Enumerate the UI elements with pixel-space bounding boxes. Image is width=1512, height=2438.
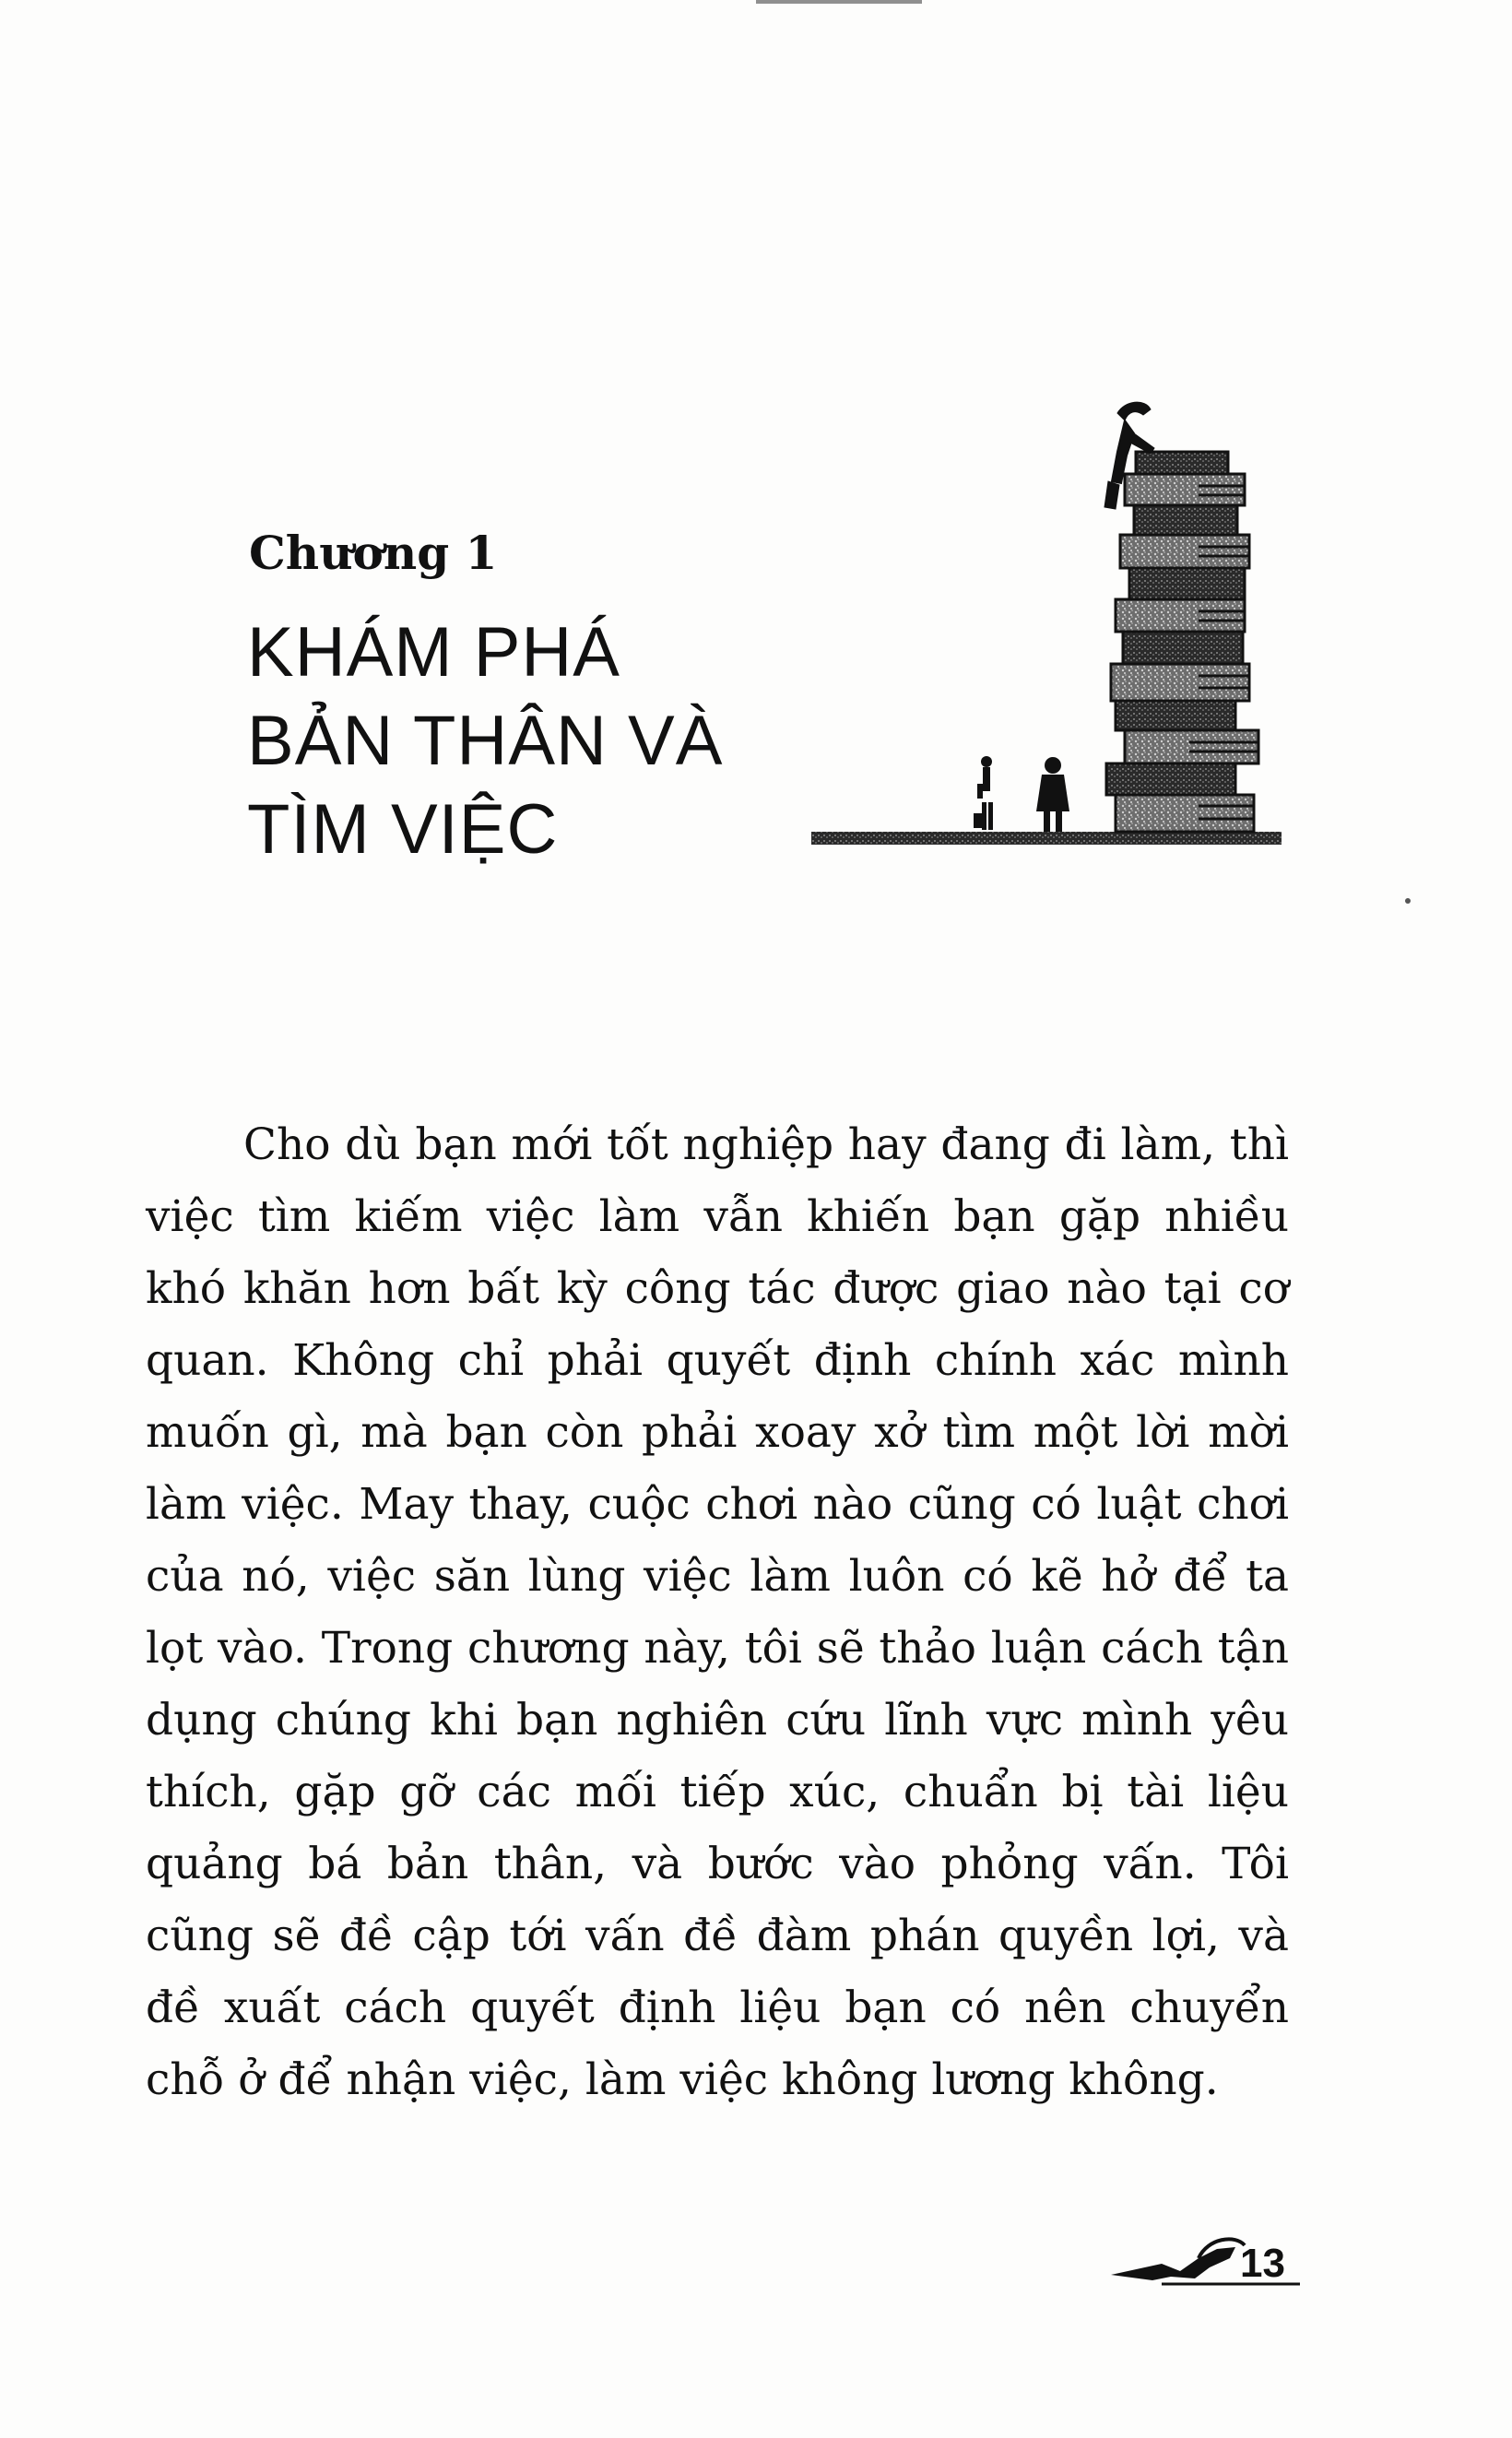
body-paragraph: Cho dù bạn mới tốt nghiệp hay đang đi làm, thì việc tìm kiếm việc làm vẫn khiến bạn gặp nhiều khó khăn hơn bất kỳ công tác được giao nào tại cơ quan. Không chỉ phải quyết định chính xác mình muốn gì, mà bạn còn phải xoay xở tìm một lời mời làm việc. May thay, cuộc chơi nào cũng có luật chơi của nó, việc săn lùng việc làm luôn có kẽ hở để ta lọt vào. Trong chương này, tôi sẽ thảo luận cách tận dụng chúng khi bạn nghiên cứu lĩnh vực mình yêu thích, gặp gỡ các mối tiếp xúc, chuẩn bị tài liệu quảng bá bản thân, và bước vào phỏng vấn. Tôi cũng sẽ đề cập tới vấn đề đàm phán quyền lợi, và đề xuất cách quyết định liệu bạn có nên chuyển chỗ ở để nhận việc, làm việc không lương không. [146,1119,1289,2105]
page-number: 13 [1240,2241,1285,2286]
book-stack-illustration [811,396,1300,867]
chapter-title-line-1: KHÁM PHÁ [247,613,620,692]
chapter-title-line-2: BẢN THÂN VÀ [247,702,724,780]
print-speck [1405,898,1411,904]
chapter-title-line-3: TÌM VIỆC [247,790,559,869]
top-edge-mark [756,0,922,4]
chapter-title [247,609,819,874]
chapter-label: Chương 1 [249,526,498,580]
